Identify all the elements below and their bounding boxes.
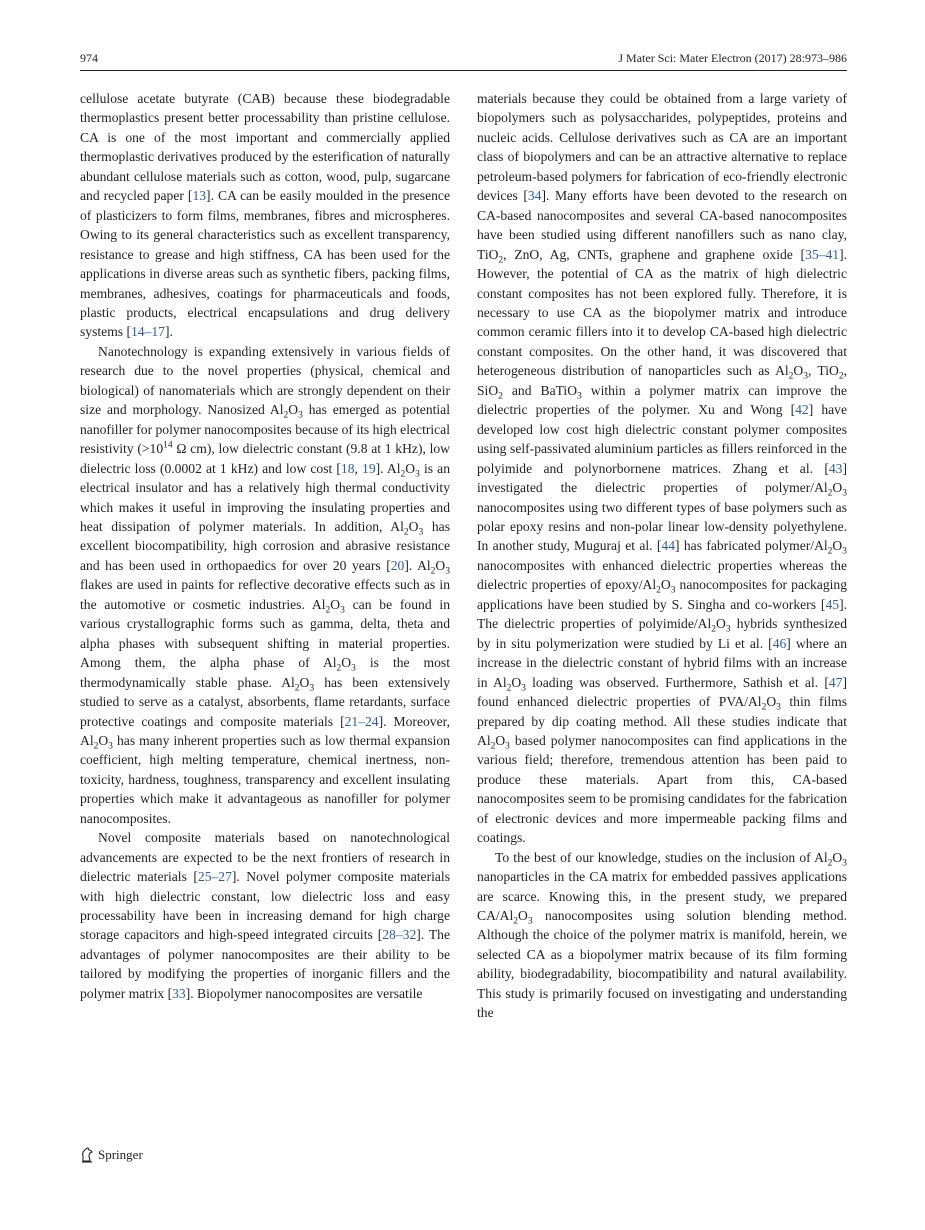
page-footer xyxy=(80,1145,143,1165)
ref-link[interactable]: 45 xyxy=(825,596,840,612)
ref-link[interactable]: 18 xyxy=(340,460,355,476)
publisher-name: Springer xyxy=(98,1147,143,1162)
page-header xyxy=(80,51,847,69)
journal-citation: J Mater Sci: Mater Electron (2017) 28:973–986 xyxy=(618,51,847,65)
ref-link[interactable]: 46 xyxy=(772,635,787,651)
page-number: 974 xyxy=(80,51,98,65)
ref-link[interactable]: 28–32 xyxy=(382,927,417,943)
right-column xyxy=(477,89,847,1023)
ref-link[interactable]: 21–24 xyxy=(344,713,379,729)
left-column xyxy=(80,89,450,1003)
ref-link[interactable]: 25–27 xyxy=(197,869,232,885)
ref-link[interactable]: 20 xyxy=(390,557,405,573)
ref-link[interactable]: 44 xyxy=(661,538,676,554)
ref-link[interactable]: 43 xyxy=(828,460,843,476)
paragraph-nanotechnology: Nanotechnology is expanding extensively in various fields of research due to the novel properties (physical, chemical and biological) of nanomaterials which are strongly dependent on their size and morphology. Nanosized $Al_2O_3$ has emerged as potential nanofiller for polymer nanocomposites because of its high electrical resistivity ($>10^{14}$ Ω cm), low dielectric constant (9.8 at 1 kHz), low dielectric loss (0.0002 at 1 kHz) and low cost [18, 19]. $Al_2O_3$ is an electrical insulator and has a relatively high thermal conductivity which makes it useful in improving the insulating properties and heat dissipation of polymer materials. In addition, $Al_2O_3$ has excellent biocompatibility, high corrosion and abrasive resistance and has been used in orthopaedics for over 20 years [20]. $Al_2O_3$ flakes are used in paints for reflective decorative effects such as in the automotive or cosmetic industries. $Al_2O_3$ can be found in various crystallographic forms such as gamma, delta, theta and alpha phases with subsequent shifting in material properties. Among them, the alpha phase of $Al_2O_3$ is the most thermodynamically stable phase. $Al_2O_3$ has been extensively studied to serve as a catalyst, absorbents, flame retardants, surface protective coatings and composite materials [21–24]. Moreover, $Al_2O_3$ has many inherent properties such as low thermal expansion coefficient, high melting temperature, chemical inertness, non-toxicity, hardness, toughness, transparency and excellent insulating properties which make it advantageous as nanofiller for polymer nanocomposites. xyxy=(80,343,451,826)
ref-link[interactable]: 35–41 xyxy=(805,246,840,262)
ref-link[interactable]: 47 xyxy=(828,674,843,690)
paragraph-present-study: To the best of our knowledge, studies on the inclusion of $Al_2O_3$ nanoparticles in the CA matrix for embedded passives applications are scarce. Knowing this, in the present study, we prepared $CA/Al_2O_3$ nanocomposites using solution blending method. Although the choice of the polymer matrix is manifold, herein, we selected CA as a biopolymer matrix because of its film forming ability, biodegradability, biocompatibility and natural availability. This study is primarily focused on investigating and understanding the xyxy=(477,849,847,1021)
ref-link[interactable]: 33 xyxy=(172,985,186,1001)
paragraph-biopolymers: materials because they could be obtained from a large variety of biopolymers such as polysaccharides, polypeptides, proteins and nucleic acids. Cellulose derivatives such as CA are an important class of biopolymers and can be an attractive alternative to replace petroleum-based polymers for fabrication of eco-friendly electronic devices [34]. Many efforts have been devoted to the research on CA-based nanocomposites and several CA-based nanocomposites have been studied using different nanofillers such as nano clay, TiO$_2$, ZnO, Ag, CNTs, graphene and graphene oxide [35–41]. However, the potential of CA as the matrix of high dielectric constant composites has not been explored fully. Therefore, it is necessary to use CA as the biopolymer matrix and introduce common ceramic fillers into it to develop CA-based high dielectric constant composites. On the other hand, it was discovered that heterogeneous distribution of nanoparticles such as $Al_2O_3$, TiO$_2$, SiO$_2$ and BaTiO$_3$ within a polymer matrix can improve the dielectric properties of the polymer. Xu and Wong [42] have developed low cost high dielectric constant polymer composites using self-passivated aluminium particles as fillers reinforced in the polyimide and polynorbornene matrices. Zhang et al. [43] investigated the dielectric properties of polymer/$Al_2O_3$ nanocomposites using two different types of base polymers such as polar epoxy resins and non-polar linear low-density polyethylene. In another study, Muguraj et al. [44] has fabricated polymer/$Al_2O_3$ nanocomposites with enhanced dielectric properties whereas the dielectric properties of epoxy/$Al_2O_3$ nanocomposites for packaging applications have been studied by S. Singha and co-workers [45]. The dielectric properties of polyimide/$Al_2O_3$ hybrids synthesized by in situ polymerization were studied by Li et al. [46] where an increase in the dielectric constant of hybrid films with an increase in $Al_2O_3$ loading was observed. Furthermore, Sathish et al. [47] found enhanced dielectric properties of PVA/$Al_2O_3$ thin films prepared by dip coating method. All these studies indicate that $Al_2O_3$ based polymer nanocomposites can find applications in the various field; therefore, tremendous attention has been paid to produce these materials. Apart from this, CA-based nanocomposites seem to be promising candidates for the fabrication of electronic devices and more impermeable packing films and coatings. xyxy=(477,91,848,846)
header-rule xyxy=(80,70,847,71)
ref-link[interactable]: 14–17 xyxy=(130,324,165,340)
ref-link[interactable]: 19 xyxy=(362,460,376,476)
ref-link[interactable]: 42 xyxy=(795,402,809,418)
springer-horse-icon xyxy=(80,1147,94,1163)
paragraph-cellulose: cellulose acetate butyrate (CAB) because these biodegradable thermoplastics present better processability than pristine cellulose. CA is one of the most important and commercially applied thermoplastic derivatives produced by the esterification of naturally abundant cellulose materials such as cotton, wood, pulp, sugarcane and recycled paper [13]. CA can be easily moulded in the presence of plasticizers to form films, membranes, fibres and microspheres. Owing to its general characteristics such as excellent transparency, resistance to grease and high stiffness, CA has been used for the applications in diverse areas such as synthetic fibers, packing films, membranes, adhesives, coatings for pharmaceuticals and foods, plastic products, electrical encapsulations and drug delivery systems [14–17]. xyxy=(80,91,450,340)
ref-link[interactable]: 34 xyxy=(527,188,542,204)
paragraph-novel-composites: Novel composite materials based on nanotechnological advancements are expected to be the next frontiers of research in dielectric materials [25–27]. Novel polymer composite materials with high dielectric constant, low dielectric loss and easy processability have been in increasing demand for high charge storage capacitors and high-speed integrated circuits [28–32]. The advantages of polymer nanocomposites are their ability to be tailored by modifying the properties of inorganic fillers and the polymer matrix [33]. Biopolymer nanocomposites are versatile xyxy=(80,830,451,1001)
ref-link[interactable]: 13 xyxy=(192,188,207,204)
